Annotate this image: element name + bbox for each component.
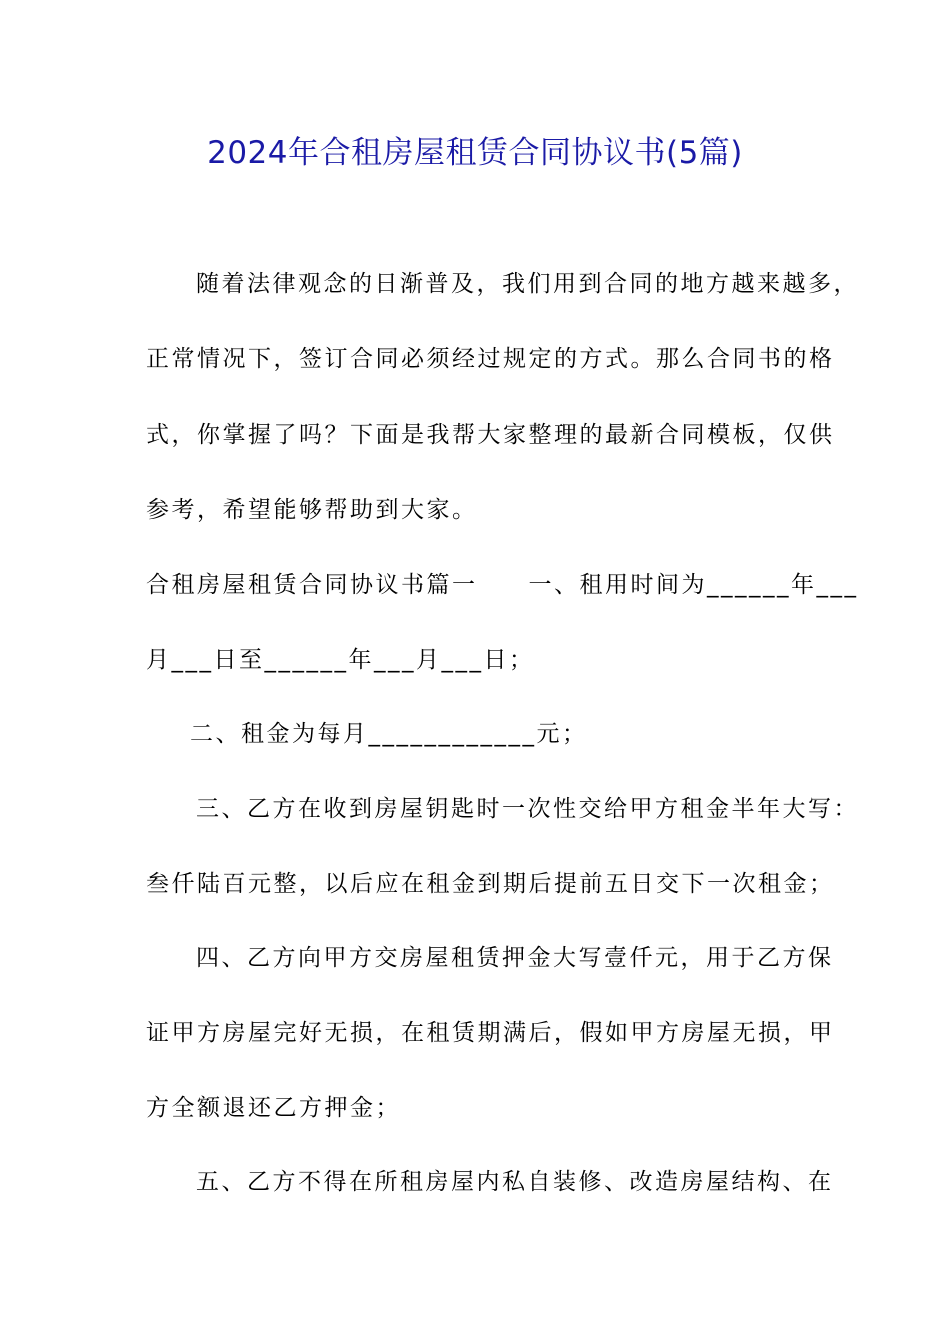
paragraph-line: 叁仟陆百元整，以后应在租金到期后提前五日交下一次租金； <box>146 871 835 897</box>
paragraph-line: 五、乙方不得在所租房屋内私自装修、改造房屋结构、在 <box>196 1169 834 1195</box>
paragraph-line: 月___日至______年___月___日； <box>146 647 535 673</box>
paragraph-line: 方全额退还乙方押金； <box>146 1095 401 1121</box>
paragraph-line: 参考，希望能够帮助到大家。 <box>146 497 478 523</box>
section-heading-line: 合租房屋租赁合同协议书篇一 一、租用时间为______年___ <box>146 572 859 598</box>
paragraph-line: 四、乙方向甲方交房屋租赁押金大写壹仟元，用于乙方保 <box>196 945 834 971</box>
paragraph-line: 随着法律观念的日渐普及，我们用到合同的地方越来越多， <box>196 271 859 297</box>
paragraph-line: 三、乙方在收到房屋钥匙时一次性交给甲方租金半年大写： <box>196 796 859 822</box>
paragraph-line: 证甲方房屋完好无损，在租赁期满后，假如甲方房屋无损，甲 <box>146 1020 835 1046</box>
paragraph-line: 二、租金为每月____________元； <box>190 721 588 747</box>
paragraph-line: 正常情况下，签订合同必须经过规定的方式。那么合同书的格 <box>146 346 835 372</box>
paragraph-line: 式，你掌握了吗？下面是我帮大家整理的最新合同模板，仅供 <box>146 422 835 448</box>
document-title: 2024年合租房屋租赁合同协议书(5篇) <box>207 135 743 171</box>
